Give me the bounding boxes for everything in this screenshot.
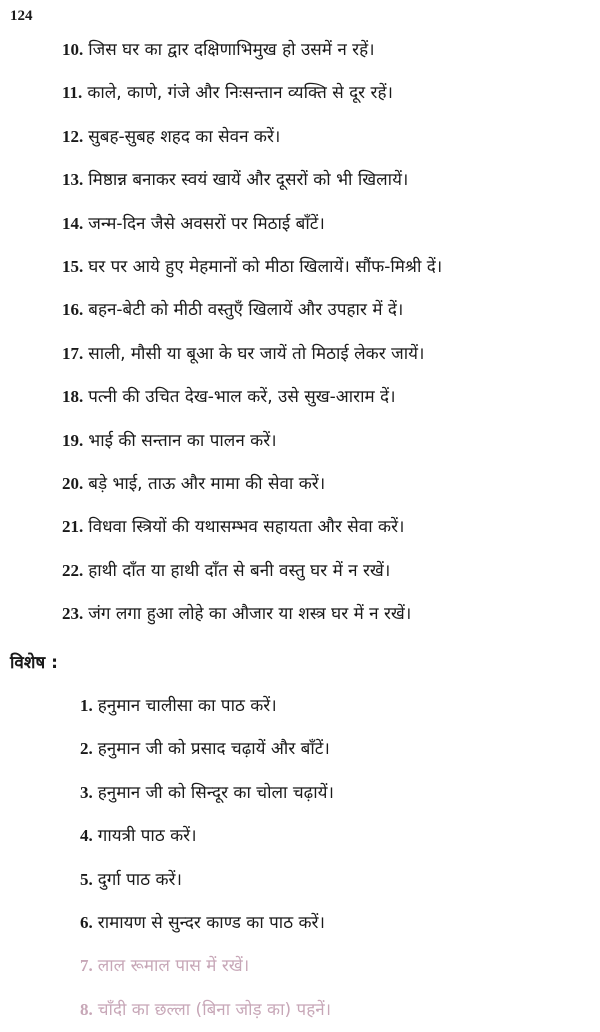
page-number: 124 <box>10 8 33 24</box>
item-text: जंग लगा हुआ लोहे का औजार या शस्त्र घर में न रखें। <box>88 604 412 625</box>
list-item <box>62 28 442 71</box>
list-item <box>62 375 442 418</box>
list-item <box>62 505 442 548</box>
item-text: भाई की सन्तान का पालन करें। <box>88 430 277 451</box>
item-text: पत्नी की उचित देख-भाल करें, उसे सुख-आराम दें। <box>88 387 396 408</box>
main-list <box>62 28 442 635</box>
list-item <box>62 592 442 635</box>
list-item <box>62 462 442 505</box>
item-number: 2. <box>80 739 93 759</box>
item-text: बहन-बेटी को मीठी वस्तुएँ खिलायें और उपहार में दें। <box>88 300 404 321</box>
item-text: काले, काणे, गंजे और निःसन्तान व्यक्ति से दूर रहें। <box>87 83 393 104</box>
list-item <box>80 684 334 727</box>
item-number: 11. <box>62 83 83 103</box>
list-item <box>80 988 334 1031</box>
special-heading: विशेष : <box>10 653 58 673</box>
item-number: 8. <box>80 999 93 1019</box>
item-number: 15. <box>62 256 84 276</box>
item-text: जन्म-दिन जैसे अवसरों पर मिठाई बाँटें। <box>88 213 325 234</box>
item-text: हनुमान जी को सिन्दूर का चोला चढ़ायें। <box>97 782 334 803</box>
item-number: 4. <box>80 826 93 846</box>
item-number: 12. <box>62 126 84 146</box>
list-item <box>80 771 334 814</box>
list-item <box>80 901 334 944</box>
item-number: 14. <box>62 213 84 233</box>
list-item <box>80 944 334 987</box>
list-item <box>80 727 334 770</box>
item-number: 3. <box>80 782 93 802</box>
list-item <box>62 71 442 114</box>
item-text: साली, मौसी या बूआ के घर जायें तो मिठाई लेकर जायें। <box>88 343 425 364</box>
item-number: 10. <box>62 40 84 59</box>
item-text: मिष्ठान्न बनाकर स्वयं खायें और दूसरों को भी खिलायें। <box>88 170 409 191</box>
list-item <box>62 419 442 462</box>
list-item <box>62 245 442 288</box>
item-text: चाँदी का छल्ला (बिना जोड़ का) पहनें। <box>97 999 332 1020</box>
item-number: 7. <box>80 956 93 976</box>
list-item <box>62 202 442 245</box>
special-list <box>80 684 334 1031</box>
item-text: लाल रूमाल पास में रखें। <box>97 956 250 977</box>
item-number: 19. <box>62 430 84 450</box>
item-text: गायत्री पाठ करें। <box>97 826 197 847</box>
item-number: 16. <box>62 300 84 320</box>
list-item <box>62 549 442 592</box>
item-number: 23. <box>62 604 84 624</box>
item-text: रामायण से सुन्दर काण्ड का पाठ करें। <box>97 912 325 933</box>
item-number: 20. <box>62 473 84 493</box>
list-item <box>62 115 442 158</box>
item-number: 22. <box>62 560 84 580</box>
item-text: दुर्गा पाठ करें। <box>97 869 182 890</box>
item-number: 18. <box>62 387 84 407</box>
item-text: हाथी दाँत या हाथी दाँत से बनी वस्तु घर में न रखें। <box>88 560 391 581</box>
item-text: बड़े भाई, ताऊ और मामा की सेवा करें। <box>88 473 326 494</box>
item-number: 5. <box>80 869 93 889</box>
list-item <box>80 814 334 857</box>
list-item <box>80 858 334 901</box>
item-text: विधवा स्त्रियों की यथासम्भव सहायता और सेवा करें। <box>88 517 405 538</box>
item-number: 21. <box>62 517 84 537</box>
item-number: 13. <box>62 170 84 190</box>
item-text: हनुमान जी को प्रसाद चढ़ायें और बाँटें। <box>97 739 330 760</box>
item-text: घर पर आये हुए मेहमानों को मीठा खिलायें। सौंफ-मिश्री दें। <box>88 256 443 277</box>
item-number: 17. <box>62 343 84 363</box>
item-number: 1. <box>80 696 93 715</box>
list-item <box>62 332 442 375</box>
item-number: 6. <box>80 912 93 932</box>
list-item <box>62 158 442 201</box>
item-text: हनुमान चालीसा का पाठ करें। <box>97 696 277 716</box>
item-text: जिस घर का द्वार दक्षिणाभिमुख हो उसमें न रहें। <box>88 40 375 60</box>
item-text: सुबह-सुबह शहद का सेवन करें। <box>88 126 281 147</box>
list-item <box>62 288 442 331</box>
